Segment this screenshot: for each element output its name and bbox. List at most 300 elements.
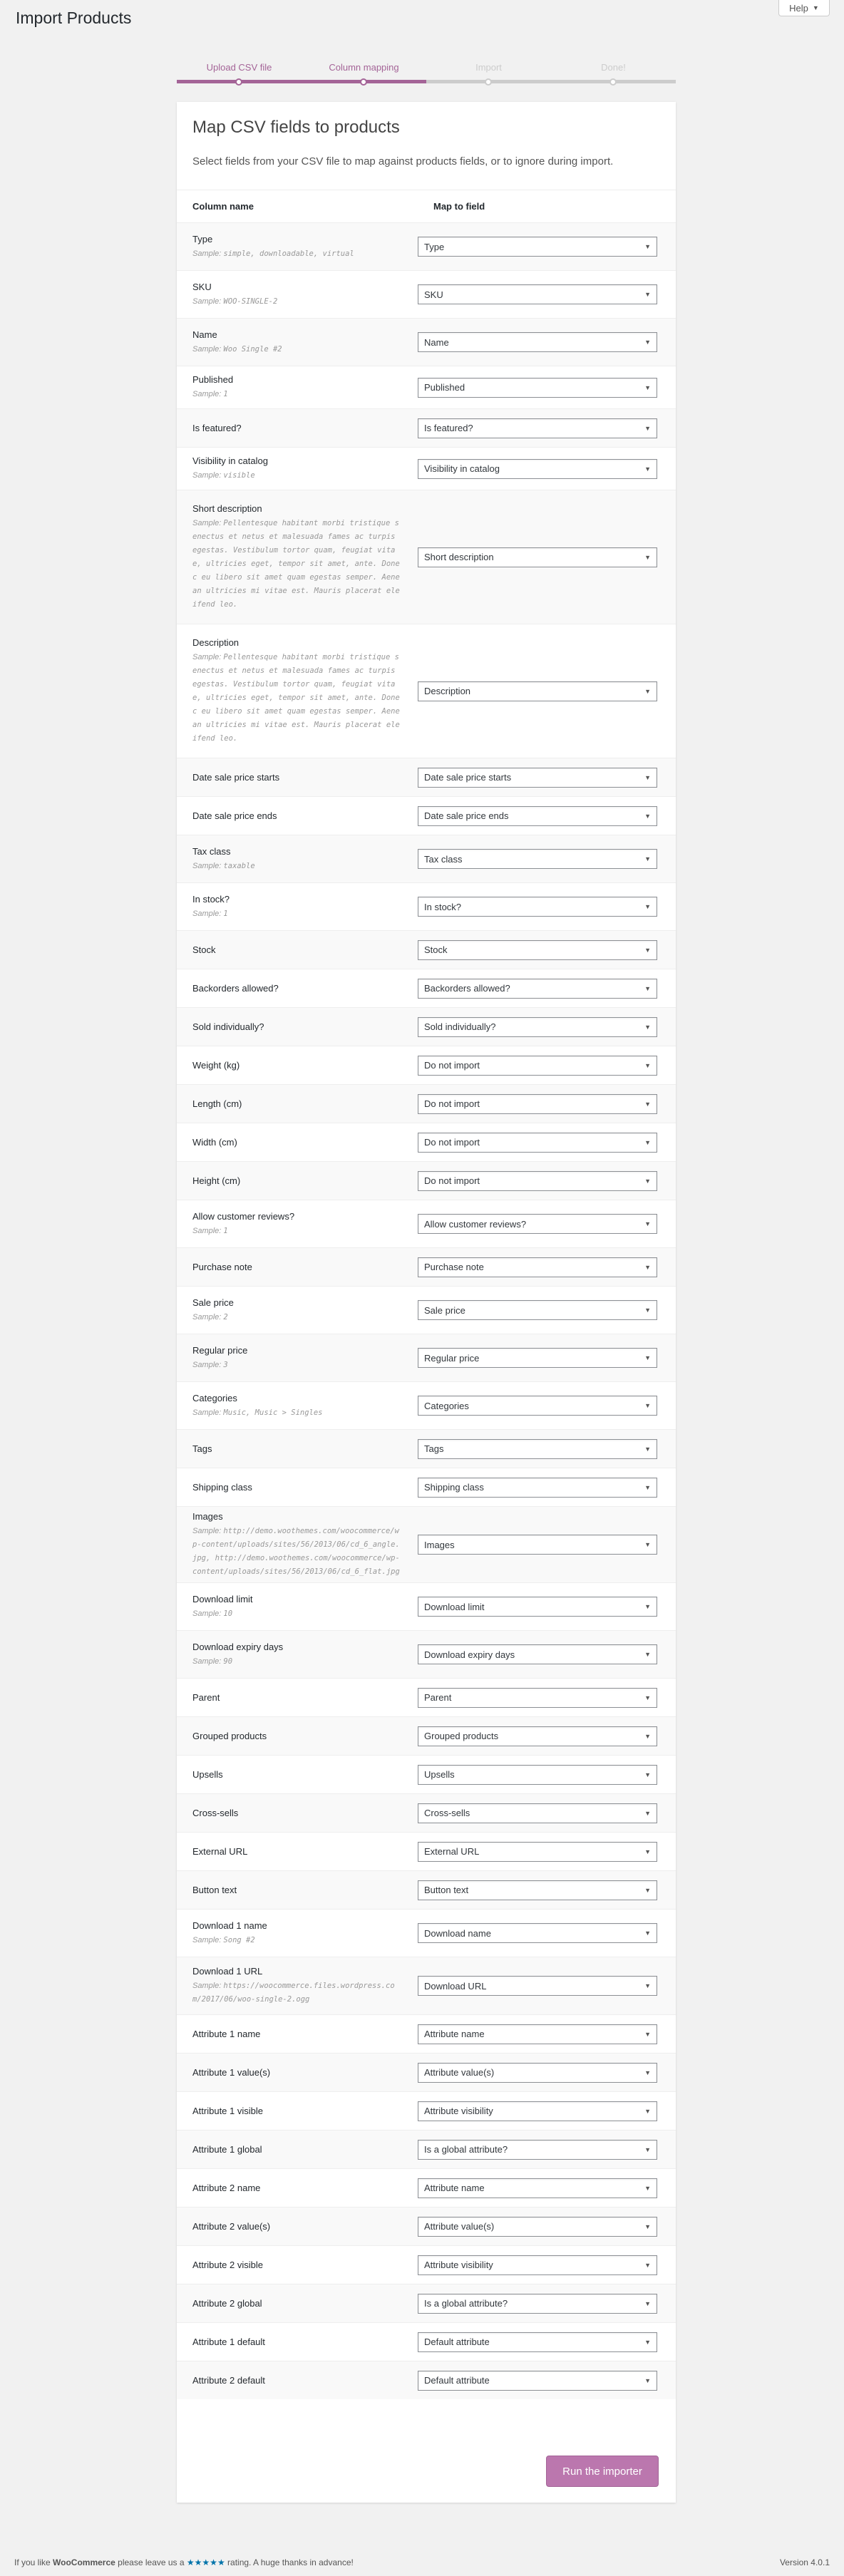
sample-label: Sample: bbox=[192, 1935, 222, 1944]
column-name-cell bbox=[177, 2259, 418, 2272]
mapping-row bbox=[177, 882, 676, 930]
map-field-cell bbox=[418, 1133, 676, 1153]
map-field-select[interactable] bbox=[418, 459, 657, 479]
dropdown-arrow-icon: ▼ bbox=[644, 1354, 651, 1361]
map-field-cell bbox=[418, 1880, 676, 1900]
map-field-select[interactable] bbox=[418, 806, 657, 826]
mapping-row bbox=[177, 2361, 676, 2399]
progress-steps bbox=[177, 62, 676, 83]
step-dot bbox=[360, 78, 367, 86]
map-field-select[interactable] bbox=[418, 2063, 657, 2083]
map-field-value: Download URL bbox=[424, 1980, 487, 1992]
mapping-row bbox=[177, 1909, 676, 1957]
column-name-cell bbox=[177, 2028, 418, 2041]
mapping-rows bbox=[177, 222, 676, 2399]
step-dot bbox=[485, 78, 492, 86]
column-name: Tags bbox=[192, 1443, 212, 1454]
dropdown-arrow-icon: ▼ bbox=[644, 1848, 651, 1855]
column-name: SKU bbox=[192, 281, 212, 292]
column-name-cell bbox=[177, 1261, 418, 1274]
column-name: Sold individually? bbox=[192, 1021, 264, 1032]
dropdown-arrow-icon: ▼ bbox=[644, 1023, 651, 1031]
column-name-cell bbox=[177, 1443, 418, 1456]
sample-label: Sample: bbox=[192, 1657, 222, 1666]
column-name: Backorders allowed? bbox=[192, 982, 279, 994]
column-name-cell bbox=[177, 1845, 418, 1858]
map-field-cell bbox=[418, 284, 676, 304]
dropdown-arrow-icon: ▼ bbox=[644, 1732, 651, 1740]
column-name: Weight (kg) bbox=[192, 1059, 240, 1071]
column-name-cell bbox=[177, 329, 418, 356]
sample-value: WOO-SINGLE-2 bbox=[223, 297, 278, 306]
dropdown-arrow-icon: ▼ bbox=[644, 1483, 651, 1491]
mapping-row bbox=[177, 1793, 676, 1832]
column-name: Short description bbox=[192, 503, 262, 514]
map-field-value: Attribute visibility bbox=[424, 2260, 493, 2270]
map-field-cell bbox=[418, 1976, 676, 1996]
column-name-cell bbox=[177, 422, 418, 435]
map-field-cell bbox=[418, 237, 676, 257]
mapping-row bbox=[177, 1200, 676, 1247]
help-button[interactable] bbox=[778, 0, 830, 16]
sample-value: simple, downloadable, virtual bbox=[223, 249, 354, 258]
run-importer-button[interactable]: Run the importer bbox=[546, 2456, 659, 2487]
mapping-row bbox=[177, 1007, 676, 1046]
map-field-select[interactable] bbox=[418, 1300, 657, 1320]
column-name-cell bbox=[177, 1136, 418, 1149]
sample-label: Sample: bbox=[192, 1312, 222, 1322]
mapping-row bbox=[177, 1957, 676, 2014]
map-field-select[interactable] bbox=[418, 1842, 657, 1862]
map-field-select[interactable] bbox=[418, 1439, 657, 1459]
sample-value: Woo Single #2 bbox=[223, 344, 282, 354]
sample-value: 1 bbox=[223, 909, 228, 918]
mapping-row bbox=[177, 835, 676, 882]
map-field-cell bbox=[418, 2178, 676, 2198]
map-field-cell bbox=[418, 2063, 676, 2083]
column-name-cell bbox=[177, 982, 418, 995]
map-field-select[interactable] bbox=[418, 2178, 657, 2198]
map-field-select[interactable] bbox=[418, 1803, 657, 1823]
version-text: Version 4.0.1 bbox=[779, 2557, 830, 2567]
column-sample bbox=[192, 651, 402, 746]
column-name-cell bbox=[177, 1021, 418, 1034]
dropdown-arrow-icon: ▼ bbox=[644, 1263, 651, 1271]
mapping-row bbox=[177, 1506, 676, 1582]
column-name-cell bbox=[177, 2220, 418, 2233]
map-field-select[interactable] bbox=[418, 1726, 657, 1746]
mapping-row bbox=[177, 796, 676, 835]
map-field-select[interactable] bbox=[418, 2371, 657, 2391]
column-name-cell bbox=[177, 1965, 418, 2006]
column-name: Stock bbox=[192, 944, 216, 955]
map-field-cell bbox=[418, 1535, 676, 1555]
map-field-value: Download limit bbox=[424, 1601, 485, 1612]
column-name: Download 1 name bbox=[192, 1920, 267, 1931]
mapping-row bbox=[177, 222, 676, 270]
column-sample bbox=[192, 469, 402, 483]
sample-label: Sample: bbox=[192, 390, 222, 398]
help-label: Help bbox=[789, 2, 808, 14]
footer-rating-text bbox=[14, 2557, 354, 2567]
dropdown-arrow-icon: ▼ bbox=[644, 855, 651, 862]
mapping-row bbox=[177, 1468, 676, 1506]
column-name: Tax class bbox=[192, 845, 231, 857]
map-field-select[interactable] bbox=[418, 1133, 657, 1153]
map-field-value: Categories bbox=[424, 1400, 469, 1411]
map-field-value: Description bbox=[424, 686, 471, 696]
dropdown-arrow-icon: ▼ bbox=[644, 2222, 651, 2230]
column-name: Height (cm) bbox=[192, 1175, 241, 1186]
column-name: Allow customer reviews? bbox=[192, 1210, 295, 1222]
map-field-value: Attribute name bbox=[424, 2183, 485, 2193]
column-name: Length (cm) bbox=[192, 1098, 242, 1109]
sample-label: Sample: bbox=[192, 1226, 222, 1235]
column-name-cell bbox=[177, 1691, 418, 1704]
column-name: Grouped products bbox=[192, 1730, 267, 1741]
column-name-cell bbox=[177, 2143, 418, 2156]
map-field-select[interactable] bbox=[418, 1348, 657, 1368]
map-field-cell bbox=[418, 1923, 676, 1943]
map-field-select[interactable] bbox=[418, 768, 657, 788]
map-field-value: Visibility in catalog bbox=[424, 463, 500, 474]
map-field-cell bbox=[418, 1348, 676, 1368]
map-field-select[interactable] bbox=[418, 2332, 657, 2352]
sample-label: Sample: bbox=[192, 1360, 222, 1369]
dropdown-arrow-icon: ▼ bbox=[644, 2261, 651, 2269]
column-name-cell bbox=[177, 1481, 418, 1494]
map-field-value: Attribute value(s) bbox=[424, 2067, 495, 2078]
mapping-row bbox=[177, 1381, 676, 1429]
map-field-select[interactable] bbox=[418, 237, 657, 257]
page-title: Import Products bbox=[16, 9, 132, 27]
map-field-select[interactable] bbox=[418, 1056, 657, 1076]
map-field-select[interactable] bbox=[418, 1976, 657, 1996]
column-name: Categories bbox=[192, 1392, 237, 1403]
map-field-cell bbox=[418, 1171, 676, 1191]
map-field-value: Allow customer reviews? bbox=[424, 1218, 527, 1230]
dropdown-arrow-icon: ▼ bbox=[644, 291, 651, 298]
mapping-row bbox=[177, 2014, 676, 2053]
column-name: Attribute 2 visible bbox=[192, 2259, 263, 2270]
map-field-value: External URL bbox=[424, 1846, 480, 1857]
map-field-cell bbox=[418, 2024, 676, 2044]
map-field-cell bbox=[418, 979, 676, 999]
footer-prefix: If you like bbox=[14, 2557, 53, 2567]
dropdown-arrow-icon: ▼ bbox=[644, 383, 651, 391]
map-field-value: Tags bbox=[424, 1443, 444, 1454]
column-name-cell bbox=[177, 1920, 418, 1947]
column-name-cell bbox=[177, 1344, 418, 1372]
column-name-cell bbox=[177, 810, 418, 823]
map-field-value: Backorders allowed? bbox=[424, 983, 510, 994]
mapping-row bbox=[177, 624, 676, 758]
map-field-select[interactable] bbox=[418, 940, 657, 960]
sample-label: Sample: bbox=[192, 1527, 222, 1535]
map-field-value: Cross-sells bbox=[424, 1808, 470, 1818]
column-name-cell bbox=[177, 2297, 418, 2310]
sample-label: Sample: bbox=[192, 861, 222, 870]
sample-label: Sample: bbox=[192, 909, 222, 918]
map-field-cell bbox=[418, 1257, 676, 1277]
sample-label: Sample: bbox=[192, 344, 222, 354]
map-field-value: Do not import bbox=[424, 1175, 480, 1186]
column-name: Parent bbox=[192, 1691, 220, 1703]
map-field-cell bbox=[418, 2140, 676, 2160]
map-field-value: Grouped products bbox=[424, 1731, 499, 1741]
map-field-select[interactable] bbox=[418, 1094, 657, 1114]
map-field-select[interactable] bbox=[418, 547, 657, 567]
column-name: Type bbox=[192, 233, 213, 244]
map-field-value: Attribute visibility bbox=[424, 2106, 493, 2116]
map-field-cell bbox=[418, 459, 676, 479]
column-name-header: Column name bbox=[192, 201, 254, 212]
column-name-cell bbox=[177, 1593, 418, 1621]
map-field-select[interactable] bbox=[418, 1923, 657, 1943]
mapping-row bbox=[177, 1046, 676, 1084]
map-field-select[interactable] bbox=[418, 2217, 657, 2237]
mapping-row bbox=[177, 1334, 676, 1381]
map-field-value: Attribute value(s) bbox=[424, 2221, 495, 2232]
map-field-select[interactable] bbox=[418, 284, 657, 304]
dropdown-arrow-icon: ▼ bbox=[644, 2376, 651, 2384]
column-name: Sale price bbox=[192, 1297, 234, 1308]
map-field-select[interactable] bbox=[418, 897, 657, 917]
map-field-select[interactable] bbox=[418, 1765, 657, 1785]
map-field-cell bbox=[418, 547, 676, 567]
rating-stars-link[interactable]: ★★★★★ bbox=[186, 2557, 225, 2567]
dropdown-arrow-icon: ▼ bbox=[644, 2068, 651, 2076]
map-field-value: Images bbox=[424, 1539, 455, 1550]
column-name: Attribute 2 name bbox=[192, 2182, 261, 2193]
map-field-select[interactable] bbox=[418, 1017, 657, 1037]
column-name: Cross-sells bbox=[192, 1807, 239, 1818]
step-dot bbox=[609, 78, 617, 86]
dropdown-arrow-icon: ▼ bbox=[644, 1771, 651, 1778]
column-sample bbox=[192, 388, 402, 401]
sample-value: 10 bbox=[223, 1609, 233, 1618]
column-name-cell bbox=[177, 845, 418, 873]
column-name: Regular price bbox=[192, 1344, 248, 1356]
step-import: Import bbox=[475, 62, 502, 73]
map-field-select[interactable] bbox=[418, 1396, 657, 1416]
map-field-value: Date sale price starts bbox=[424, 772, 512, 783]
map-field-cell bbox=[418, 1439, 676, 1459]
column-name-cell bbox=[177, 2374, 418, 2387]
map-field-select[interactable] bbox=[418, 1257, 657, 1277]
dropdown-arrow-icon: ▼ bbox=[644, 1930, 651, 1937]
map-field-select[interactable] bbox=[418, 979, 657, 999]
column-name-cell bbox=[177, 2105, 418, 2118]
map-field-cell bbox=[418, 2332, 676, 2352]
map-field-cell bbox=[418, 1396, 676, 1416]
column-sample bbox=[192, 295, 402, 309]
dropdown-arrow-icon: ▼ bbox=[644, 1886, 651, 1894]
dropdown-arrow-icon: ▼ bbox=[644, 2107, 651, 2115]
map-field-cell bbox=[418, 418, 676, 438]
map-field-cell bbox=[418, 2217, 676, 2237]
dropdown-arrow-icon: ▼ bbox=[644, 2184, 651, 2192]
map-field-select[interactable] bbox=[418, 1478, 657, 1498]
column-name-cell bbox=[177, 503, 418, 612]
progress-track-done bbox=[177, 80, 426, 83]
map-to-field-header: Map to field bbox=[433, 201, 485, 212]
dropdown-arrow-icon: ▼ bbox=[644, 2145, 651, 2153]
map-field-select[interactable] bbox=[418, 418, 657, 438]
mapping-row bbox=[177, 1582, 676, 1630]
map-field-value: Stock bbox=[424, 944, 448, 955]
map-field-select[interactable] bbox=[418, 1214, 657, 1234]
column-name: Attribute 1 global bbox=[192, 2143, 262, 2155]
column-sample bbox=[192, 1359, 402, 1372]
sample-label: Sample: bbox=[192, 249, 222, 258]
column-name-cell bbox=[177, 2066, 418, 2079]
mapping-row bbox=[177, 366, 676, 408]
dropdown-arrow-icon: ▼ bbox=[644, 1651, 651, 1658]
mapping-card bbox=[177, 102, 676, 2503]
mapping-row bbox=[177, 1429, 676, 1468]
map-field-select[interactable] bbox=[418, 2255, 657, 2275]
map-field-select[interactable] bbox=[418, 1597, 657, 1617]
map-field-cell bbox=[418, 1214, 676, 1234]
dropdown-arrow-icon: ▼ bbox=[644, 1603, 651, 1610]
column-name: Attribute 1 visible bbox=[192, 2105, 263, 2116]
map-field-cell bbox=[418, 1300, 676, 1320]
map-field-value: In stock? bbox=[424, 901, 462, 912]
sample-value: Music, Music > Singles bbox=[223, 1408, 323, 1417]
sample-value: visible bbox=[223, 471, 255, 480]
column-name: Visibility in catalog bbox=[192, 455, 268, 466]
sample-label: Sample: bbox=[192, 1609, 222, 1618]
column-name: Images bbox=[192, 1511, 223, 1522]
map-field-value: Shipping class bbox=[424, 1482, 484, 1493]
column-sample bbox=[192, 907, 402, 921]
column-sample bbox=[192, 860, 402, 873]
sample-label: Sample: bbox=[192, 471, 222, 480]
column-sample bbox=[192, 1979, 402, 2006]
dropdown-arrow-icon: ▼ bbox=[644, 687, 651, 695]
map-field-select[interactable] bbox=[418, 681, 657, 701]
sample-value: 2 bbox=[223, 1312, 228, 1322]
column-sample bbox=[192, 517, 402, 612]
dropdown-arrow-icon: ▼ bbox=[644, 1809, 651, 1817]
footer-suffix: rating. A huge thanks in advance! bbox=[225, 2557, 354, 2567]
map-field-cell bbox=[418, 1803, 676, 1823]
footer-brand: WooCommerce bbox=[53, 2557, 115, 2567]
dropdown-arrow-icon: ▼ bbox=[644, 2338, 651, 2346]
step-upload: Upload CSV file bbox=[206, 62, 272, 73]
column-name-cell bbox=[177, 233, 418, 261]
map-field-select[interactable] bbox=[418, 332, 657, 352]
dropdown-arrow-icon: ▼ bbox=[644, 339, 651, 346]
sample-label: Sample: bbox=[192, 519, 222, 527]
map-field-value: Download name bbox=[424, 1927, 491, 1939]
column-name: Upsells bbox=[192, 1768, 223, 1780]
map-field-select[interactable] bbox=[418, 2101, 657, 2121]
column-name: Shipping class bbox=[192, 1481, 252, 1493]
map-field-cell bbox=[418, 332, 676, 352]
column-name: Download expiry days bbox=[192, 1641, 284, 1652]
dropdown-arrow-icon: ▼ bbox=[644, 2030, 651, 2038]
map-field-cell bbox=[418, 1094, 676, 1114]
column-name: Description bbox=[192, 637, 240, 648]
map-field-value: Download expiry days bbox=[424, 1649, 515, 1660]
dropdown-arrow-icon: ▼ bbox=[644, 903, 651, 910]
column-name-cell bbox=[177, 2182, 418, 2195]
column-name-cell bbox=[177, 1175, 418, 1187]
column-sample bbox=[192, 1311, 402, 1324]
map-field-select[interactable] bbox=[418, 1644, 657, 1664]
dropdown-arrow-icon: ▼ bbox=[644, 1061, 651, 1069]
map-field-select[interactable] bbox=[418, 1880, 657, 1900]
column-name: Published bbox=[192, 374, 234, 385]
card-title: Map CSV fields to products bbox=[192, 118, 400, 137]
sample-value: 1 bbox=[223, 1226, 228, 1235]
column-name: Attribute 1 name bbox=[192, 2028, 261, 2039]
mapping-row bbox=[177, 1630, 676, 1678]
map-field-value: Parent bbox=[424, 1692, 452, 1703]
map-field-cell bbox=[418, 2255, 676, 2275]
column-sample bbox=[192, 247, 402, 261]
mapping-row bbox=[177, 1123, 676, 1161]
column-name: Attribute 1 default bbox=[192, 2336, 265, 2347]
map-field-select[interactable] bbox=[418, 1688, 657, 1708]
map-field-value: Default attribute bbox=[424, 2375, 490, 2386]
map-field-value: Do not import bbox=[424, 1098, 480, 1109]
mapping-row bbox=[177, 2168, 676, 2207]
mapping-row bbox=[177, 447, 676, 490]
sample-value: https://woocommerce.files.wordpress.com/2017/06/woo-single-2.ogg bbox=[192, 1982, 395, 2004]
map-field-value: Short description bbox=[424, 552, 494, 562]
map-field-cell bbox=[418, 806, 676, 826]
mapping-row bbox=[177, 2207, 676, 2245]
step-mapping: Column mapping bbox=[329, 62, 399, 73]
map-field-cell bbox=[418, 2294, 676, 2314]
map-field-cell bbox=[418, 2371, 676, 2391]
dropdown-arrow-icon: ▼ bbox=[644, 1177, 651, 1185]
sample-value: 3 bbox=[223, 1360, 228, 1369]
column-name-cell bbox=[177, 1297, 418, 1324]
sample-label: Sample: bbox=[192, 1408, 222, 1417]
column-name: Download 1 URL bbox=[192, 1966, 263, 1977]
column-name: Is featured? bbox=[192, 422, 242, 433]
map-field-value: Is featured? bbox=[424, 423, 473, 433]
map-field-select[interactable] bbox=[418, 849, 657, 869]
map-field-cell bbox=[418, 1688, 676, 1708]
map-field-select[interactable] bbox=[418, 2024, 657, 2044]
dropdown-arrow-icon: ▼ bbox=[644, 1100, 651, 1108]
map-field-value: Tax class bbox=[424, 853, 463, 865]
sample-label: Sample: bbox=[192, 297, 222, 306]
dropdown-arrow-icon: ▼ bbox=[644, 1445, 651, 1453]
sample-label: Sample: bbox=[192, 653, 222, 661]
map-field-cell bbox=[418, 1765, 676, 1785]
map-field-select[interactable] bbox=[418, 1171, 657, 1191]
map-field-select[interactable] bbox=[418, 378, 657, 398]
map-field-select[interactable] bbox=[418, 1535, 657, 1555]
column-name-cell bbox=[177, 2336, 418, 2349]
map-field-select[interactable] bbox=[418, 2140, 657, 2160]
map-field-cell bbox=[418, 378, 676, 398]
column-name: Attribute 2 default bbox=[192, 2374, 265, 2386]
column-name-cell bbox=[177, 893, 418, 921]
mapping-row bbox=[177, 1247, 676, 1286]
map-field-value: Attribute name bbox=[424, 2029, 485, 2039]
map-field-select[interactable] bbox=[418, 2294, 657, 2314]
map-field-value: Date sale price ends bbox=[424, 810, 509, 821]
column-name-cell bbox=[177, 281, 418, 309]
map-field-value: Sale price bbox=[424, 1304, 465, 1316]
